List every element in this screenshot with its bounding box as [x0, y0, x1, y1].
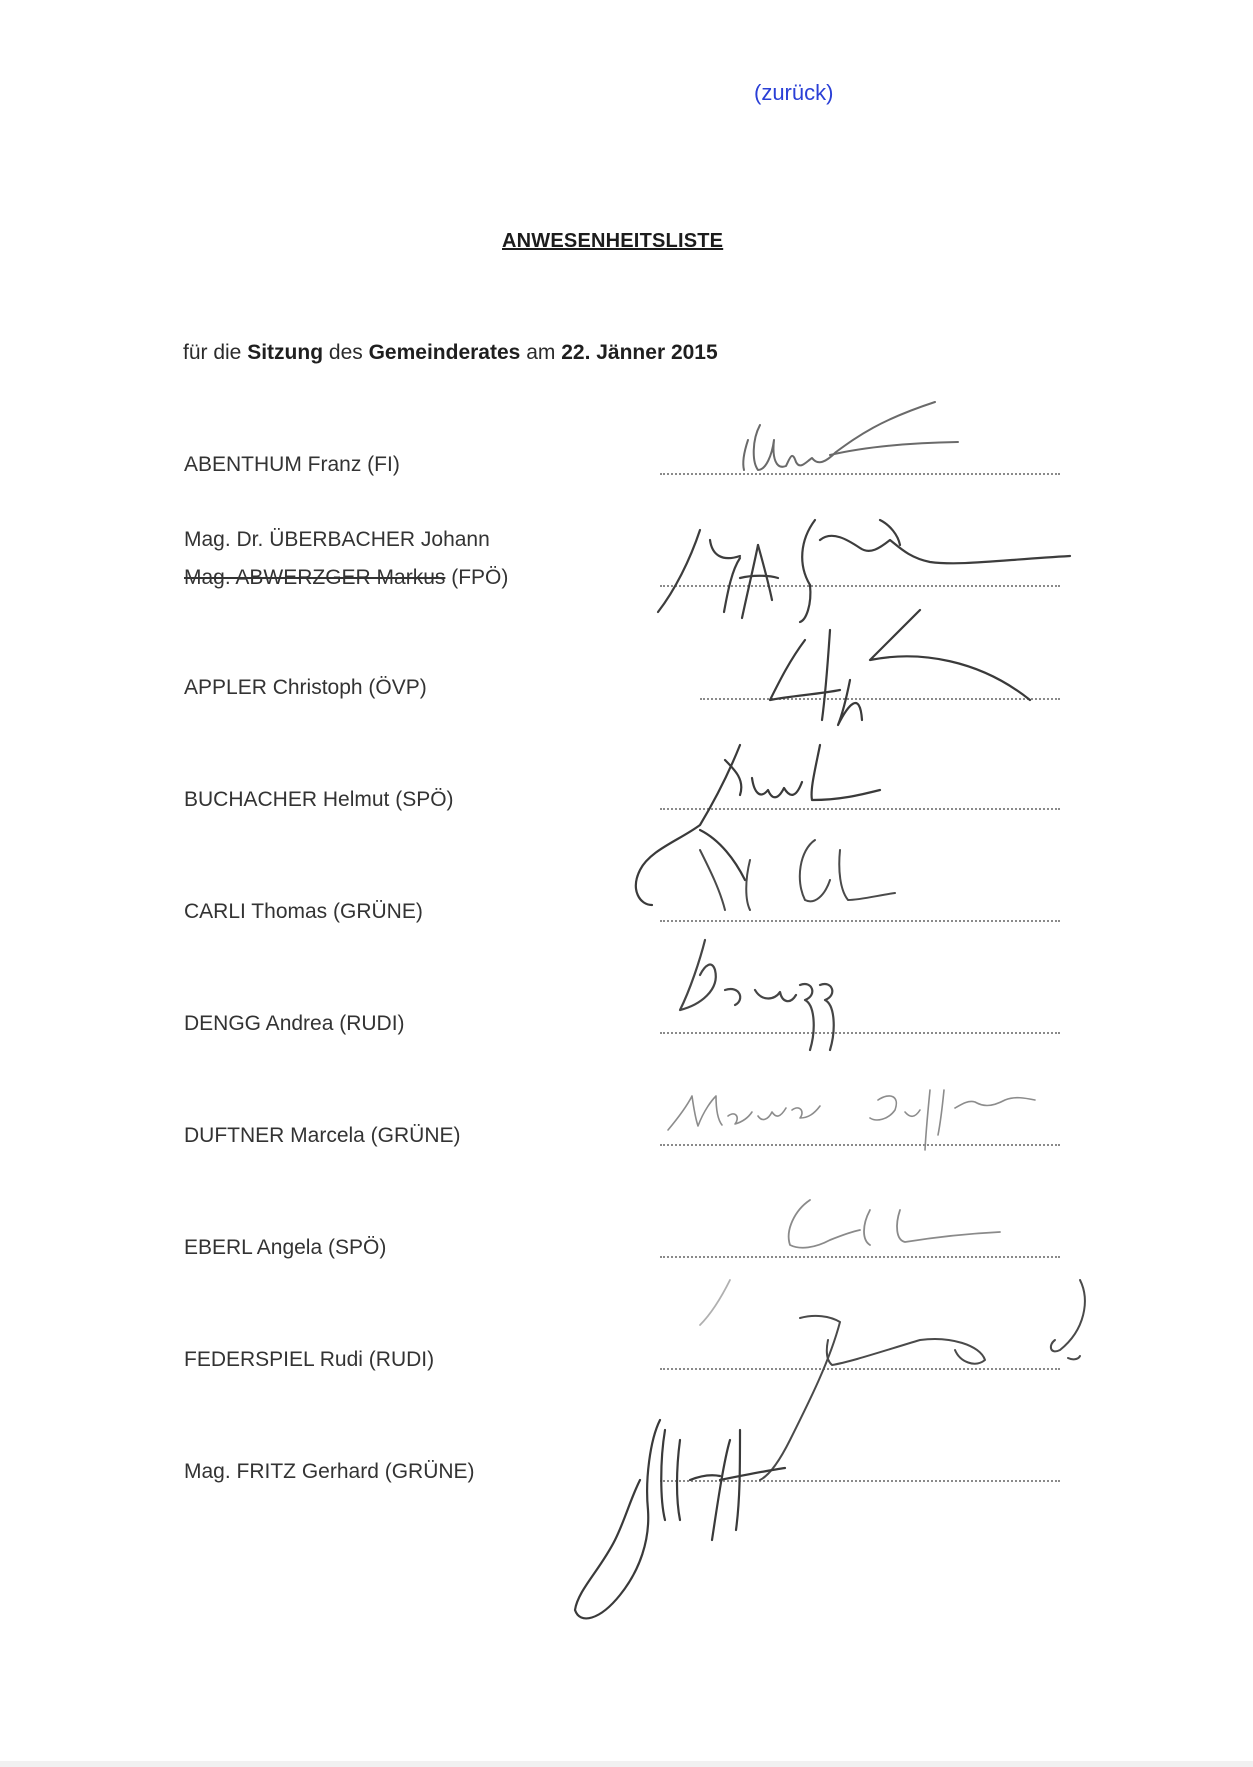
signature-line	[660, 1480, 1060, 1482]
session-prefix: für die	[183, 341, 242, 364]
signature-line	[660, 1368, 1060, 1370]
attendee-name: FEDERSPIEL Rudi (RUDI)	[184, 1348, 435, 1371]
attendee-name-replaced	[184, 566, 508, 590]
signature-line	[660, 585, 1060, 587]
session-word-am: am	[526, 341, 556, 364]
document-title: ANWESENHEITSLISTE	[502, 230, 724, 252]
attendee-name: DUFTNER Marcela (GRÜNE)	[184, 1124, 461, 1147]
attendee-party: (FPÖ)	[445, 566, 509, 589]
attendee-name: BUCHACHER Helmut (SPÖ)	[184, 788, 454, 811]
back-link[interactable]: (zurück)	[754, 80, 834, 105]
signature-line	[660, 1032, 1060, 1034]
signature-line	[660, 808, 1060, 810]
attendee-name: ABENTHUM Franz (FI)	[184, 453, 400, 476]
attendee-name: Mag. FRITZ Gerhard (GRÜNE)	[184, 1460, 475, 1483]
attendee-name: APPLER Christoph (ÖVP)	[184, 676, 427, 699]
signature-line	[660, 473, 1060, 475]
signature-line	[660, 920, 1060, 922]
attendee-name: EBERL Angela (SPÖ)	[184, 1236, 387, 1259]
attendee-name-line1: Mag. Dr. ÜBERBACHER Johann	[184, 528, 490, 551]
attendee-name: DENGG Andrea (RUDI)	[184, 1012, 405, 1035]
signature-line	[700, 698, 1060, 700]
session-word-des: des	[328, 341, 363, 364]
signature-line	[660, 1144, 1060, 1146]
signature-line	[660, 1256, 1060, 1258]
attendee-name: CARLI Thomas (GRÜNE)	[184, 900, 423, 923]
session-word-sitzung: Sitzung	[247, 341, 324, 364]
session-date: 22. Jänner 2015	[561, 341, 718, 364]
session-body: Gemeinderates	[368, 341, 521, 364]
struck-name: Mag. ABWERZGER Markus	[184, 566, 446, 589]
session-line	[183, 341, 718, 365]
